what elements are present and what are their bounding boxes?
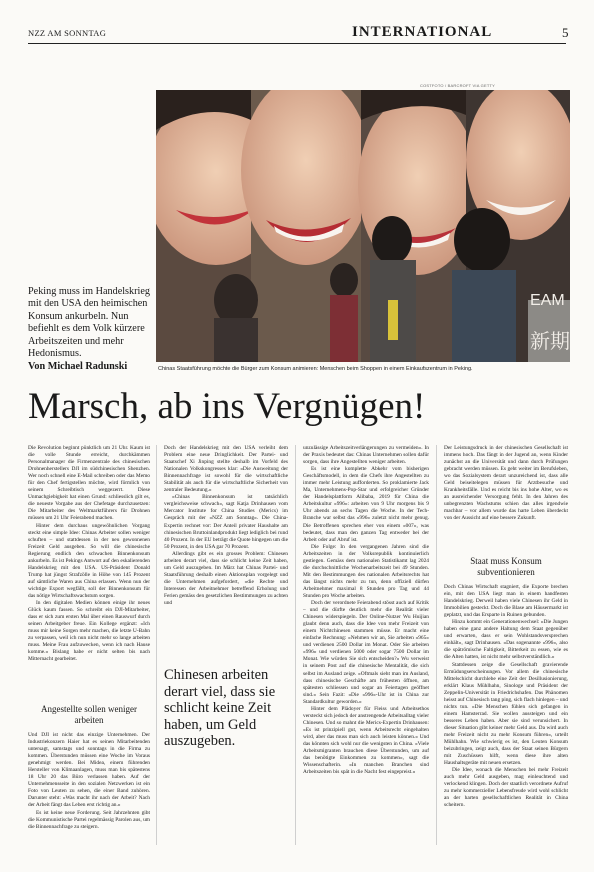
paragraph: Hinter dem Plädoyer für Fleiss und Arbeitsethos versteckt sich jedoch der anstrengende Arbeitsalltag vieler Chinesen. Und so mahnt die Merics-Expertin Drinhausen: «Es ist prinzipiell gut, wenn Arbeitsrecht eingehalten wird, aber das muss man sich auch leisten können.» Und das könnten sich wohl nur die wenigsten in China. «Viele Arbeitsmigranten brauchen diese Überstunden, um auf das benötigte Einkommen zu kommen», sagt die Wissenschafterin. «In manchen Branchen sind Arbeitszeiten bis spät in die Nacht fest eingepreist.»: [303, 705, 429, 776]
paragraph: Hinter dem durchaus ungewöhnlichen Vorgang steckt eine simple Idee: Chinas Arbeiter sollen weniger schuften – und stattdessen in der neu gewonnenen Freizeit Geld ausgeben. So will die chinesische Regierung endlich den schwachen Binnenkonsum ankurbeln. Es ist Pekings Antwort auf den eskalierenden Handelskrieg mit den USA. US-Präsident Donald Trump hat jüngst Strafzölle in Höhe von 145 Prozent auf sämtliche Waren aus China erlassen. Wenn nun der wichtige Export wegfällt, soll der Binnenkonsum für das nötige Wirtschaftswachstum sorgen.: [28, 522, 150, 599]
photo-credit: COSTFOTO / BARCROFT VIA GETTY: [420, 83, 495, 88]
paragraph: Es ist eine komplette Abkehr vom bisherigen Geschäftsmodell, in dem die Chefs ihre Angestellten zu immer mehr Leistung aufforderten. So proklamierte Jack Ma, Unternehmens-Pop-Star und erfolgreicher Gründer der Handelsplattform Alibaba, 2019 für China die Arbeitskultur «996»: arbeiten von 9 Uhr morgens bis 9 Uhr abends an sechs Tagen die Woche. In der Tech-Branche war selbst das «996» zuletzt nicht mehr genug. Die Betroffenen sprechen eher von einem «007», was bedeutet, dass man den ganzen Tag entweder bei der Arbeit oder auf Abruf ist.: [303, 466, 429, 543]
sign-text-eam: EAM: [530, 292, 565, 309]
section-title: INTERNATIONAL: [352, 24, 493, 40]
article-lead: Peking muss im Handelskrieg mit den USA den heimischen Konsum ankurbeln. Nun befiehlt es dem Volk kürzere Arbeitszeiten und mehr Hedonismus.: [28, 286, 150, 360]
paragraph: «Chinas Binnenkonsum ist tatsächlich vergleichsweise schwach», sagt Katja Drinhausen vom Mercator Institute for China Studies (Merics) im Gespräch mit der «NZZ am Sonntag». Die China-Expertin rechnet vor: Der Anteil privater Haushalte am chinesischen Bruttoinlandprodukt liegt lediglich bei rund 40 Prozent. In der EU beträgt die Quote hingegen um die 50 Prozent, in den USA gar 70 Prozent.: [164, 494, 288, 550]
subheadline-1: Angestellte sollen weniger arbeiten: [41, 704, 137, 725]
top-rule: [28, 43, 566, 44]
photo-illustration: [156, 90, 570, 362]
page-number: 5: [562, 25, 569, 40]
text-column-1: [28, 445, 150, 690]
paragraph: Es ist keine neue Forderung. Seit Jahrzehnten gibt die Kommunistische Partei regelmässig Parolen aus, um die Binnennachfrage zu steigern.: [28, 809, 150, 830]
paragraph: Hinzu kommt ein Generationenwechsel: «Die Jungen haben eine ganz andere Haltung dem Staat gegenüber und erwarten, dass er sein Wohlstandsversprechen einhält», sagt Drinhausen. «Das sogenannte «996», also die spätrömische Faltigkeit, Bitterkeit zu essen, wie es die Alten hatten, ist nicht mehr selbstverständlich.»: [444, 619, 568, 661]
author-byline: Von Michael Radunski: [28, 361, 128, 372]
text-column-1-continued: [28, 732, 150, 844]
text-column-4: [444, 445, 568, 547]
sign-text-chinese: 新期: [530, 331, 570, 353]
paragraph: Allerdings gibt es ein grosses Problem: Chinesen arbeiten derart viel, dass sie schlicht keine Zeit haben, um Geld auszugeben. Im März hat Chinas Partei- und Staatsführung deshalb einen Aktionsplan vorgelegt und die Unternehmen aufgefordert, «die Rechte und Interessen der Arbeitnehmer betreffend Erholung und Ferien gemäss den gesetzlichen Bestimmungen zu achten und: [164, 550, 288, 607]
photo-caption: Chinas Staatsführung möchte die Bürger zum Konsum animieren: Menschen beim Shoppen in einem Einkaufszentrum in Peking.: [158, 366, 473, 372]
paragraph: Die Idee, wonach die Menschen bei mehr Freizeit auch mehr Geld ausgeben, mag einleuchtend und verlockend klingen. Doch der staatlich verordnete Aufruf zu mehr kommerzieller Lebensfreude wird wohl schlicht an der harten gesellschaftlichen Realität in China scheitern.: [444, 767, 568, 809]
paragraph: Doch Chinas Wirtschaft stagniert, die Exporte brechen ein, mit den USA liegt man in einem handfesten Handelskrieg. Derweil haben viele Chinesen ihr Geld in Immobilien gesteckt. Doch die Blase am Häusermarkt ist geplatzt, und das Ersparte in Ruinen gebunden.: [444, 584, 568, 619]
text-column-4-continued: [444, 584, 568, 846]
paragraph: Stattdessen zeige die Gesellschaft gravierende Ermüdungserscheinungen. Vor allem die chinesische Mittelschicht durchlebe eine Zeit der Desillusionierung, erklärt Klaus Mühlhahn, Sinologe und Präsident der Zeppelin-Universität in Friedrichshafen. Das Phänomen heisst auf Chinesisch tang ping, sich flach hinlegen – und nichts tun. «Die Menschen fühlen sich gefangen in einem Hamsterrad. Sie wollen aussteigen und ein besseres Leben haben. Aber sie sind verunsichert. In dieser Situation gibt keiner mehr Geld aus. Da wird auch mehr Freizeit nicht zu mehr Konsum führen», urteilt Mühlhahn. Wie schwierig es ist, den Leuten Konsum beizubringen, zeigt auch, dass der Staat seinen Bürgern mit Zuschüssen hilft, wenn diese ihre alten Haushaltsgeräte mit neuen ersetzen.: [444, 661, 568, 767]
column-rule: [295, 445, 296, 845]
paragraph: Die Revolution beginnt pünktlich um 21 Uhr. Kaum ist die volle Stunde erreicht, durchkämmen Personalmanager die Firmenzentrale des chinesischen Drohnenherstellers DJI im südchinesischen Shenzhen. Wer noch schnell eine E-Mail schreiben oder das Memo für den Chef fertigstellen möchte, wird förmlich von seinem Schreibtisch weggezerrt. Diese Unmachgiebigkeit hat einen Grund: schliesslich gilt es, die neueste Vorgabe aus der Chefetage durchzusetzen: Die Mitarbeiter des Weltmarktführers für Drohnen müssen um 21 Uhr Feierabend machen.: [28, 445, 150, 522]
paragraph: unzulässige Arbeitszeitverlängerungen zu vermeiden». In der Praxis bedeutet das: Chinas Unternehmen sollen dafür sorgen, dass ihre Angestellten weniger arbeiten.: [303, 445, 429, 466]
paragraph: Doch der verordnete Feierabend stösst auch auf Kritik – und die dürfte deutlich mehr die Realität vieler Chinesen widerspiegeln. Der Online-Nutzer Wu Huijian glaubt denn auch, dass die Idee von mehr Freizeit von einem Nichtchinesen stammen müsse. Er macht eine einfache Rechnung: «Nehmen wir an, Sie arbeiten «965» und verdienen 2500 Dollar im Monat. Oder Sie arbeiten «996» und verdienen 5000 oder sogar 7500 Dollar im Monat. Wie würden Sie sich entscheiden?» Wu verweist in seinem Post auf die chinesische Mentalität, die sich selbst im Ausland zeige. «Oftmals sieht man im Ausland, dass chinesische Geschäfte am frühesten öffnen, am spätesten schliessen und sogar an Feiertagen geöffnet sind.» Sein Fazit: «Die «996»-Uhr ist in China zur Standardkultur geworden.»: [303, 600, 429, 705]
text-column-3: [303, 445, 429, 845]
column-rule: [156, 445, 157, 845]
newspaper-name: NZZ AM SONNTAG: [28, 28, 107, 38]
pull-quote: Chinesen arbeiten derart viel, dass sie schlicht keine Zeit haben, um Geld auszugeben.: [164, 667, 276, 749]
paragraph: Und DJI ist nicht das einzige Unternehmen. Der Industriekonzern Haier hat es seinen Mitarbeitenden untersagt, samstags und sonntags in die Firma zu kommen. Überstunden müssen eine Woche im Voraus genehmigt werden. Bei Midea, einem führenden Hersteller von Klimaanlagen, muss man bis spätestens 18 Uhr 20 das Büro verlassen haben. Auf der Unternehmensseite in den sozialen Netzwerken ist ein Foto von Leuten zu sehen, die einer Band zuhören. Darunter steht: «Was macht ihr nach der Arbeit? Nach der Arbeit fängt das Leben erst richtig an.»: [28, 732, 150, 809]
paragraph: Die Folge: In den vergangenen Jahren sind die Arbeitszeiten in der Volksrepublik kontinuierlich gestiegen. Gemäss dem nationalen Statistikamt lag 2024 die durchschnittliche Wochenarbeitszeit bei 49 Stunden. Mit den Bestimmungen des nationalen Arbeitsrechts hat das längst nichts mehr zu tun, denn offiziell dürfen Arbeitnehmer maximal 8 Stunden pro Tag und 44 Stunden pro Woche arbeiten.: [303, 543, 429, 599]
paragraph: In den digitalen Medien können einige ihr neues Glück kaum fassen. So schreibt ein DJI-Mitarbeiter, dass er sich zum ersten Mal über einen Rauswurf durch seinen Arbeitgeber freue. Ein Kollege ergänzt: «Ich muss mir keine Sorgen mehr machen, die letzte U-Bahn zu verpassen, weil ich nun nicht mehr so lange arbeiten muss. Meine Frau aufzuwecken, wenn ich nach Hause komme.» Bislang habe er nicht selten bis nach Mitternacht gearbeitet.: [28, 600, 150, 663]
paragraph: Doch der Handelskrieg mit den USA verleiht dem Problem eine neue Dringlichkeit. Der Partei- und Staatschef Xi Jinping stellte deshalb im Vorfeld des Nationalen Volkskongresses klar: «Die Ausweitung der Binnennachfrage ist sowohl für die wirtschaftliche Stabilität als auch für die wirtschaftliche Sicherheit von zentraler Bedeutung.»: [164, 445, 288, 494]
paragraph: Der Leistungsdruck in der chinesischen Gesellschaft ist immens hoch. Das fängt in der Jugend an, wenn Kinder zunächst an die Universität und dann durch Prüfungen gebracht werden müssen. Es geht weiter im Berufsleben, wo das Sozialsystem derart unzureichend ist, dass alle Geld beiseitelegen müssen für Arztbesuche und Krankheitsfälle. Und es reicht bis ins hohe Alter, wo es an ausreichender Versorgung fehlt. In den Jahren des unbegrenzten Wachstums schien das alles irgendwie machbar – vor allem wurde das harte Leben überdeckt von der Aussicht auf eine bessere Zukunft.: [444, 445, 568, 522]
subheadline-2: Staat muss Konsum subventionieren: [470, 556, 542, 577]
text-column-2: [164, 445, 288, 655]
column-rule: [436, 445, 437, 845]
article-headline: Marsch, ab ins Vergnügen!: [28, 386, 426, 427]
article-photo: [156, 90, 570, 362]
